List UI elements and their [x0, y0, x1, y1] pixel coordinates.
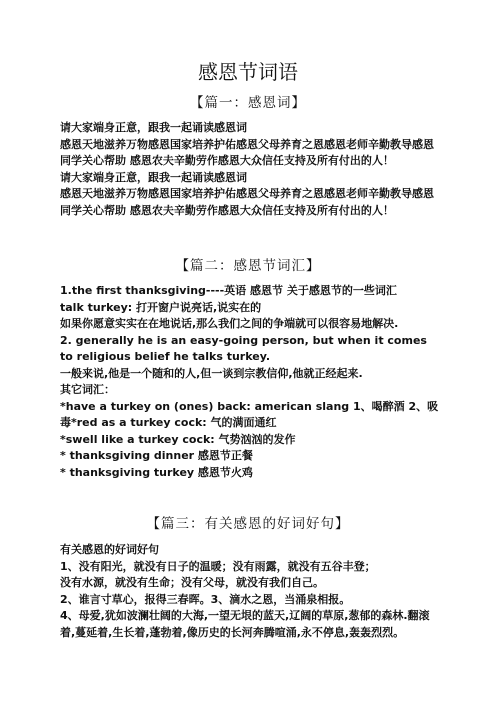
section2-line: talk turkey: 打开窗户说亮话,说实在的 — [60, 300, 262, 314]
section2-line: * thanksgiving turkey 感恩节火鸡 — [60, 465, 253, 479]
section2-line: *swell like a turkey cock: 气势汹汹的发作 — [60, 432, 296, 446]
section3-line: 没有水源，就没有生命；没有父母，就没有我们自己。 — [60, 576, 324, 589]
section-body-2 — [60, 283, 440, 481]
section2-line: 如果你愿意实实在在地说话,那么我们之间的争端就可以很容易地解决. — [60, 317, 399, 330]
section-heading-3: 【篇三：有关感恩的好词好句】 — [146, 516, 350, 532]
section2-line: *have a turkey on (ones) back: american slang 1、喝醉酒 2、吸毒*red as a turkey cock: 气的满面通红 — [60, 399, 439, 429]
section1-line: 请大家端身正意，跟我一起诵读感恩词 — [60, 170, 247, 184]
section2-line: 其它词汇： — [60, 383, 115, 396]
document-title: 感恩节词语 — [198, 60, 298, 84]
section1-line: 感恩天地滋养万物感恩国家培养护佑感恩父母养育之恩感恩老师辛勤教导感恩同学关心帮助 感恩农夫辛勤劳作感恩大众信任支持及所有付出的人！ — [60, 187, 434, 217]
section2-line: * thanksgiving dinner 感恩节正餐 — [60, 449, 253, 462]
section3-line: 4、母爱,犹如波澜壮阔的大海,一望无垠的蓝天,辽阔的草原,葱郁的森林.翻滚着,蔓延着,生长着,蓬勃着,像历史的长河奔腾喧涌,永不停息,轰轰烈烈。 — [60, 609, 430, 639]
section3-line: 1、没有阳光，就没有日子的温暖；没有雨露，就没有五谷丰登； — [60, 559, 376, 573]
section-heading-1: 【篇一：感恩词】 — [190, 95, 306, 111]
section2-line: 2. generally he is an easy-going person, but when it comes to religious belief he talks turkey. — [60, 333, 427, 363]
section2-line: 1.the first thanksgiving----英语 感恩节 关于感恩节的一些词汇 — [60, 284, 397, 297]
section-heading-2: 【篇二：感恩节词汇】 — [175, 258, 321, 274]
section-body-1 — [60, 120, 440, 219]
section2-line: 一般来说,他是一个随和的人,但一谈到宗教信仰,他就正经起来. — [60, 366, 363, 380]
section1-line: 请大家端身正意，跟我一起诵读感恩词 — [60, 121, 247, 134]
section-body-3 — [60, 542, 440, 641]
section3-line: 2、谁言寸草心，报得三春晖。3、滴水之恩，当涌泉相报。 — [60, 592, 351, 606]
section1-line: 感恩天地滋养万物感恩国家培养护佑感恩父母养育之恩感恩老师辛勤教导感恩同学关心帮助 感恩农夫辛勤劳作感恩大众信任支持及所有付出的人！ — [60, 137, 434, 167]
section3-line: 有关感恩的好词好句 — [60, 543, 159, 556]
